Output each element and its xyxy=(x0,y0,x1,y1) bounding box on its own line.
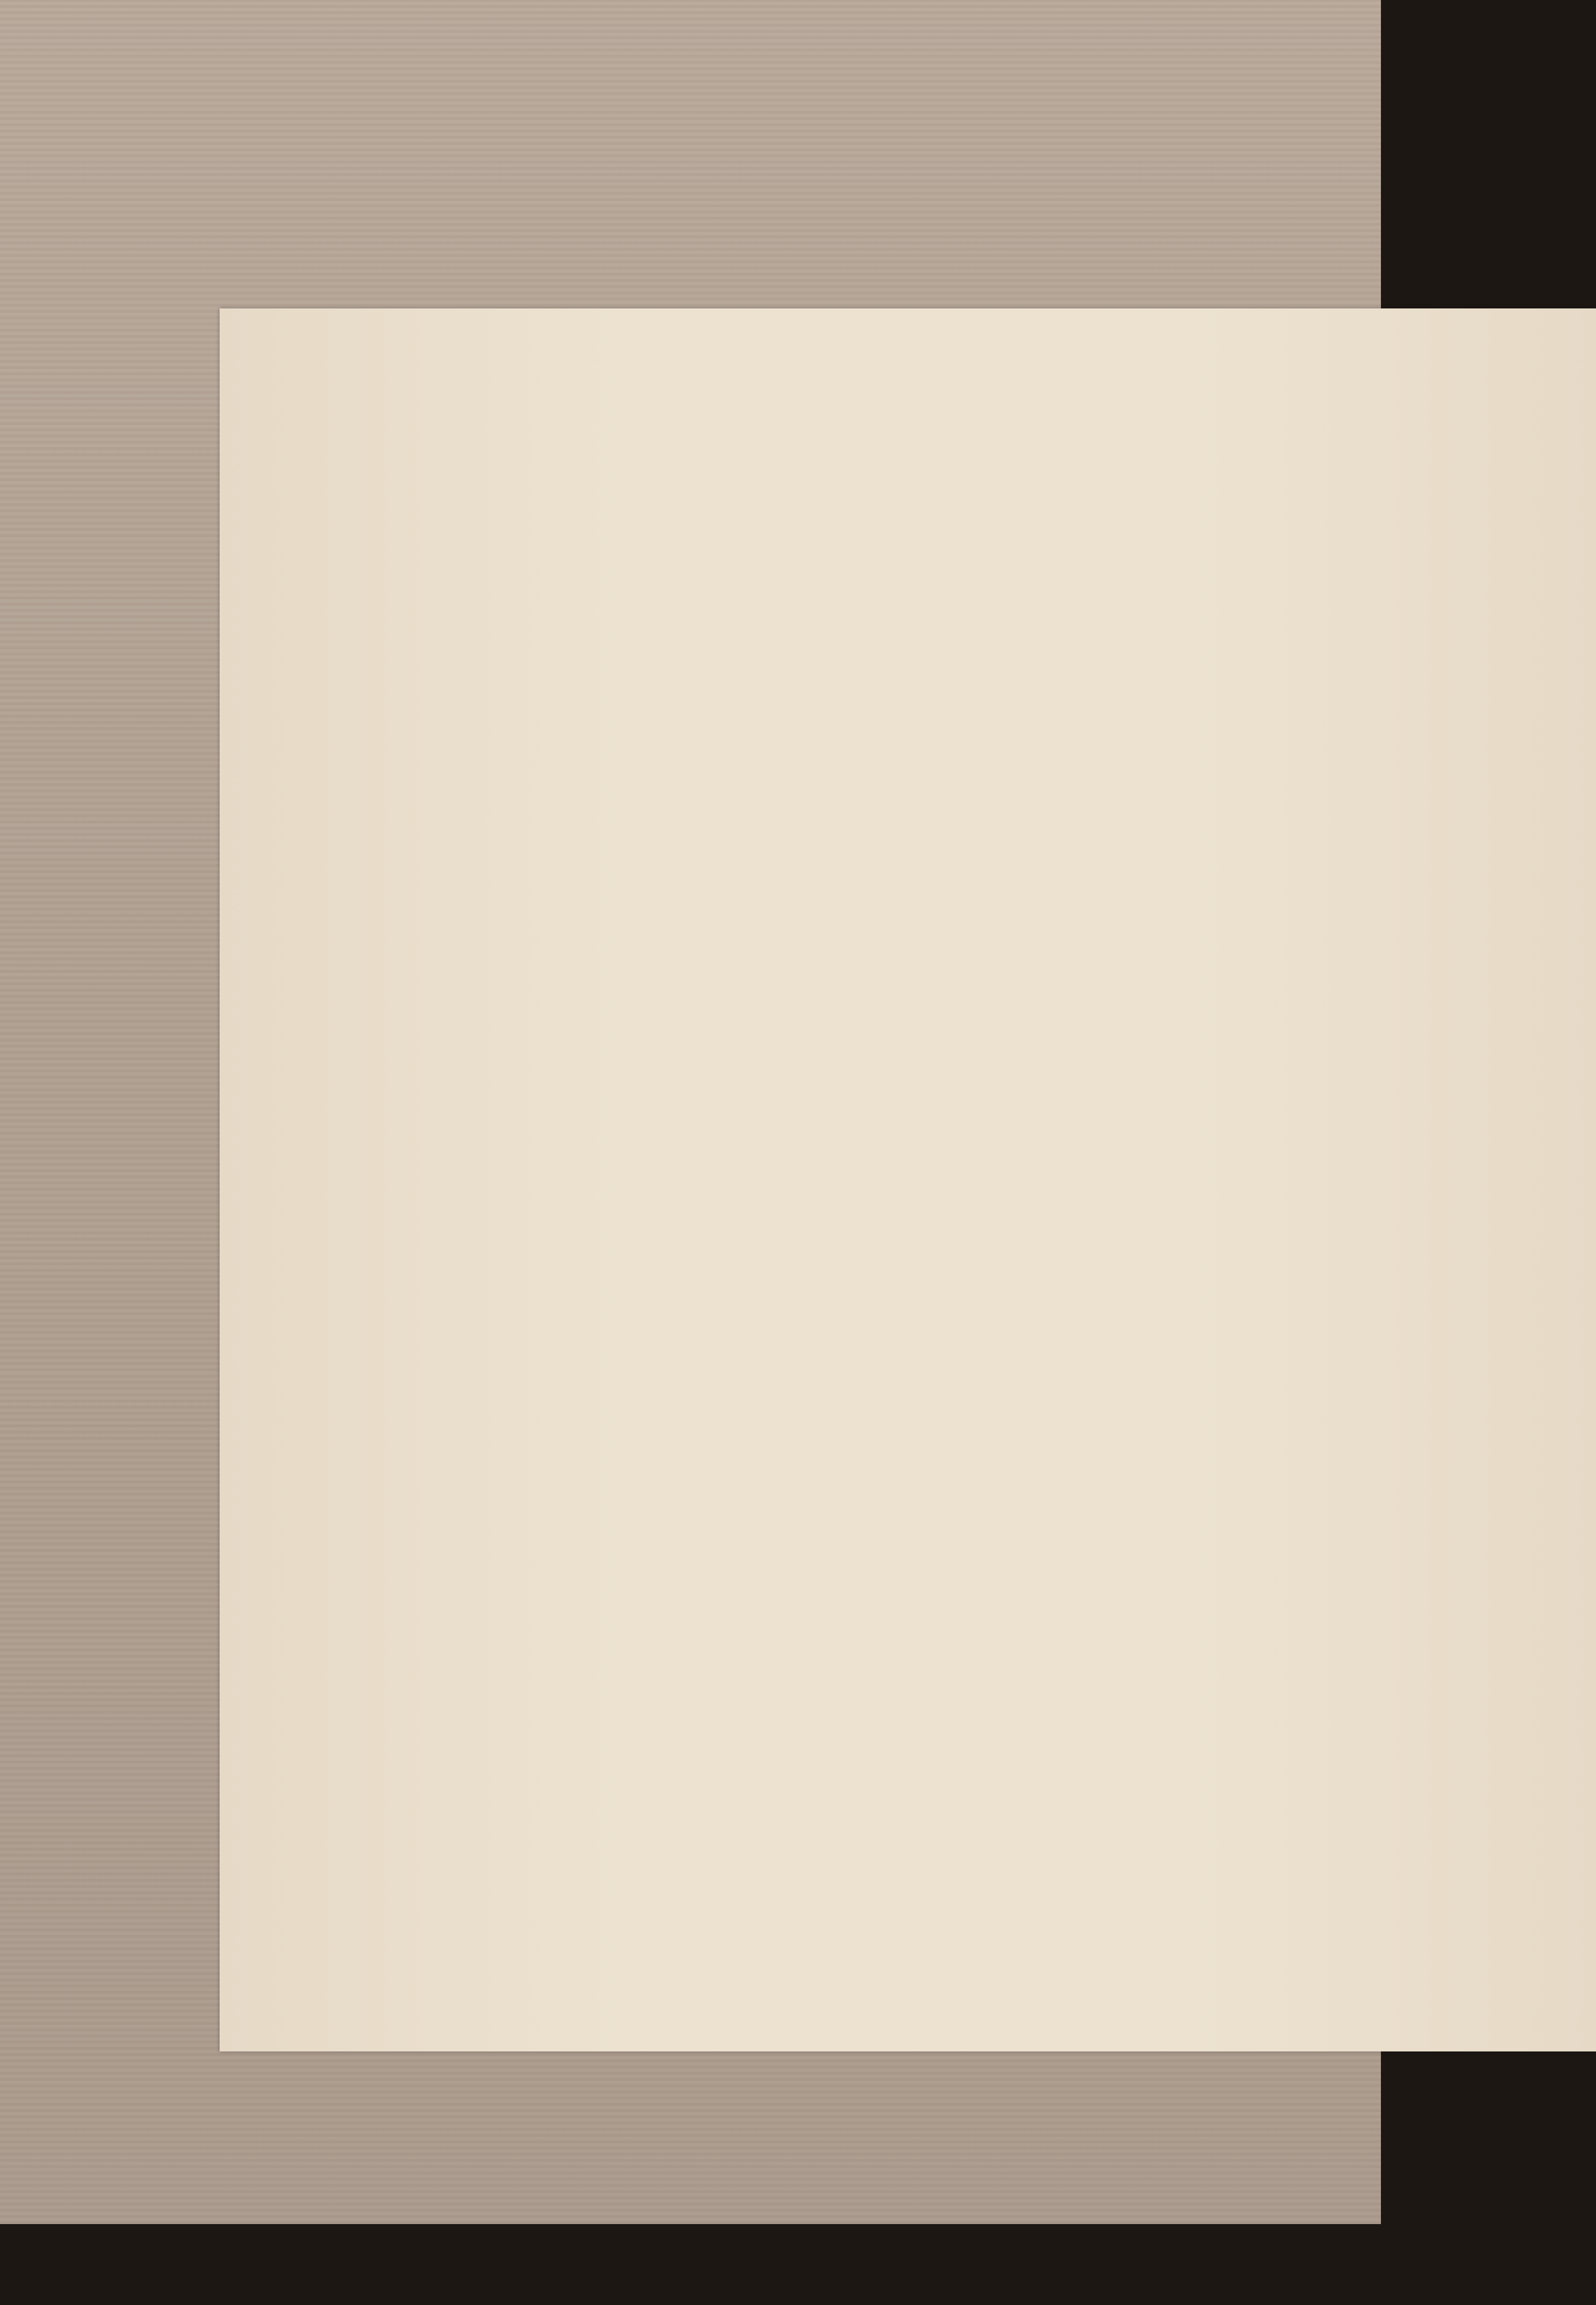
table-sheet xyxy=(220,308,1596,2051)
statistics-table xyxy=(220,308,1596,2051)
